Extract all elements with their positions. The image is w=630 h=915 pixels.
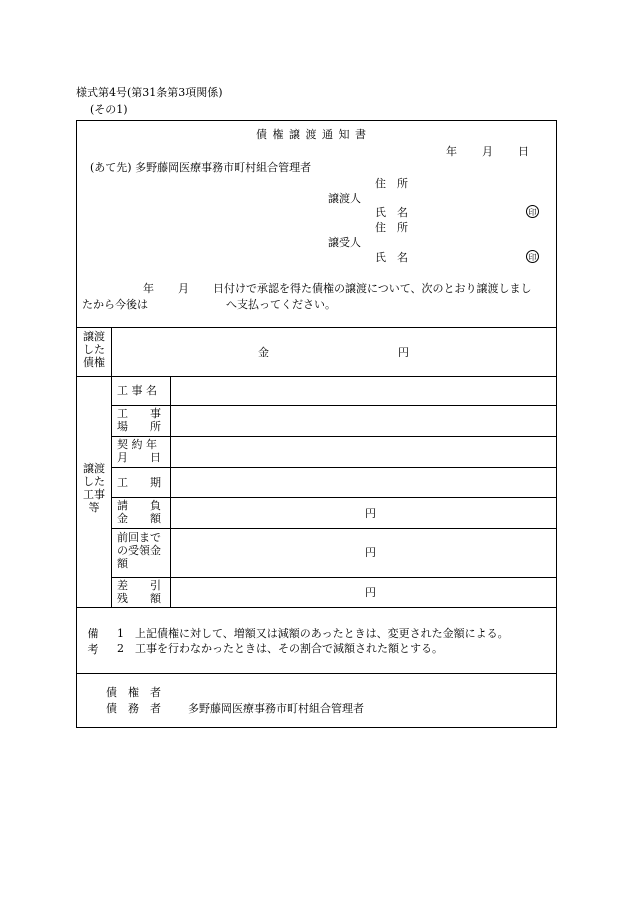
claim-section-label: 譲渡 した 債権	[83, 330, 105, 369]
transferee-seal-icon: 印	[526, 250, 539, 263]
works-row-divider	[111, 467, 557, 468]
works-label-divider	[170, 376, 171, 607]
transferee-address-label: 住 所	[375, 221, 408, 234]
works-row-divider	[111, 405, 557, 406]
document-title: 債 権 譲 渡 通 知 書	[256, 128, 367, 141]
claim-amount-unit: 円	[398, 346, 409, 359]
works-row-divider	[111, 528, 557, 529]
transferor-role-label: 譲渡人	[328, 192, 361, 205]
works-row-divider	[111, 577, 557, 578]
works-row-divider	[111, 436, 557, 437]
transferor-address-label: 住 所	[375, 177, 408, 190]
creditor-label: 債 権 者	[106, 686, 161, 699]
works-row-label: 工 事 場 所	[117, 407, 161, 433]
date-month-label: 月	[482, 145, 493, 158]
date-year-label: 年	[446, 145, 457, 158]
transferor-seal-icon: 印	[526, 205, 539, 218]
body-text-line2-start: たから今後は	[82, 298, 148, 311]
divider-remarks	[76, 607, 557, 608]
transferor-name-label: 氏 名	[375, 206, 408, 219]
form-number: 様式第4号(第31条第3項関係)	[76, 86, 223, 99]
transferee-name-label: 氏 名	[375, 251, 408, 264]
date-day-label: 日	[518, 145, 529, 158]
works-row-label: 前回まで の受領金 額	[117, 531, 161, 570]
works-row-label: 請 負 金 額	[117, 499, 161, 525]
works-row-divider	[111, 497, 557, 498]
works-row-label: 差 引 残 額	[117, 579, 161, 605]
works-row-value: 円	[365, 586, 376, 599]
claim-amount-prefix: 金	[258, 346, 269, 359]
body-month-label: 月	[178, 282, 189, 295]
works-row-label: 契 約 年 月 日	[117, 438, 161, 464]
debtor-value: 多野藤岡医療事務市町村組合管理者	[188, 702, 364, 715]
body-text-line2-end: へ支払ってください。	[226, 298, 336, 311]
divider-footer	[76, 673, 557, 674]
divider-claim	[76, 327, 557, 328]
works-row-label: 工 事 名	[117, 384, 157, 397]
works-row-value: 円	[365, 546, 376, 559]
works-row-value: 円	[365, 507, 376, 520]
transferee-role-label: 譲受人	[328, 236, 361, 249]
remarks-label: 備 考	[87, 627, 99, 656]
remark-note: 2 工事を行わなかったときは、その割合で減額された額とする。	[117, 642, 443, 655]
works-row-label: 工 期	[117, 476, 161, 489]
body-year-label: 年	[143, 282, 154, 295]
works-section-label: 譲渡 した 工事 等	[83, 462, 105, 514]
debtor-label: 債 務 者	[106, 702, 161, 715]
remark-note: 1 上記債権に対して、増額又は減額のあったときは、変更された金額による。	[117, 627, 509, 640]
addressee: (あて先) 多野藤岡医療事務市町村組合管理者	[90, 161, 312, 174]
form-subtitle: (その1)	[90, 103, 128, 116]
body-text-line1: 日付けで承認を得た債権の譲渡について、次のとおり譲渡しまし	[213, 282, 532, 295]
divider-works	[76, 376, 557, 377]
